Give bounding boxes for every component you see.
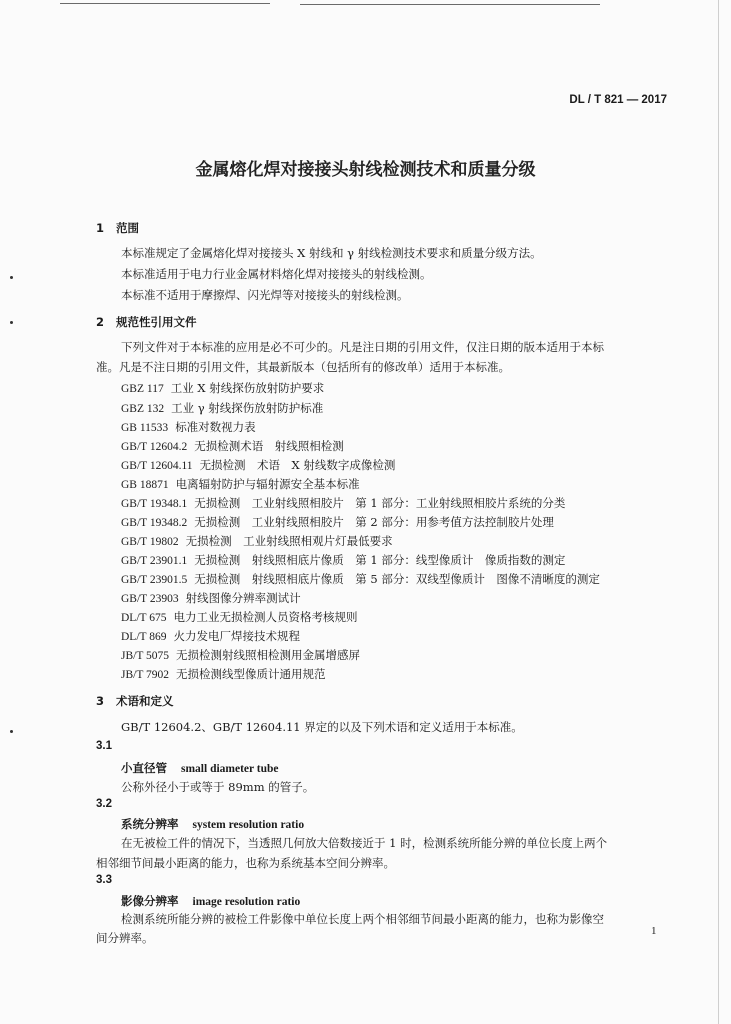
reference-code: GB/T 19348.2: [121, 517, 188, 529]
section-title: 规范性引用文件: [116, 315, 197, 329]
section-number: 2: [96, 315, 105, 329]
section-title: 范围: [116, 221, 139, 235]
section-heading-normative-refs: [96, 314, 197, 330]
term-definition: 间分辨率。: [96, 931, 154, 945]
reference-code: DL/T 869: [121, 631, 167, 643]
refs-intro-line: 下列文件对于本标准的应用是必不可少的。凡是注日期的引用文件，仅注日期的版本适用于本标: [121, 340, 604, 354]
reference-code: GB/T 12604.2: [121, 441, 188, 453]
reference-item: [121, 533, 393, 549]
term-heading: [121, 760, 279, 776]
term-zh: 影像分辨率: [121, 894, 179, 908]
reference-code: DL/T 675: [121, 612, 167, 624]
reference-title: 无损检测 工业射线照相胶片 第 1 部分：工业射线照相胶片系统的分类: [194, 496, 566, 510]
reference-code: JB/T 7902: [121, 669, 170, 681]
reference-code: GB/T 23901.5: [121, 574, 188, 586]
term-number: 3.2: [96, 798, 112, 810]
reference-title: 工业 X 射线探伤放射防护要求: [170, 381, 325, 395]
term-zh: 小直径管: [121, 761, 167, 775]
section-title: 术语和定义: [116, 694, 174, 708]
scan-speck: [10, 730, 13, 733]
scan-speck: [10, 276, 13, 279]
term-definition: 相邻细节间最小距离的能力，也称为系统基本空间分辨率。: [96, 856, 395, 870]
page-number: 1: [651, 925, 657, 937]
document-title: 金属熔化焊对接接头射线检测技术和质量分级: [195, 160, 536, 180]
reference-item: [121, 400, 323, 416]
reference-code: GB 11533: [121, 422, 169, 434]
term-number: 3.1: [96, 740, 112, 752]
reference-title: 无损检测线型像质计通用规范: [176, 667, 326, 681]
reference-item: [121, 380, 324, 396]
term-en: small diameter tube: [181, 763, 279, 775]
reference-title: 无损检测 术语 X 射线数字成像检测: [199, 458, 396, 472]
reference-item: [121, 647, 360, 663]
reference-item: [121, 590, 301, 606]
scope-line: 本标准规定了金属熔化焊对接接头 X 射线和 γ 射线检测技术要求和质量分级方法。: [121, 246, 542, 260]
terms-intro: GB/T 12604.2、GB/T 12604.11 界定的以及下列术语和定义适用于本标准。: [121, 720, 523, 734]
reference-code: GB/T 23903: [121, 593, 179, 605]
reference-item: [121, 514, 554, 530]
section-heading-terms: [96, 693, 174, 709]
reference-code: GB/T 19348.1: [121, 498, 188, 510]
reference-item: [121, 438, 344, 454]
section-number: 1: [96, 221, 105, 235]
term-en: image resolution ratio: [192, 896, 301, 908]
scan-speck: [10, 321, 13, 324]
reference-item: [121, 552, 565, 568]
reference-code: GBZ 117: [121, 383, 164, 395]
term-heading: [121, 893, 300, 909]
reference-item: [121, 495, 565, 511]
reference-item: [121, 609, 357, 625]
term-heading: [121, 816, 304, 832]
reference-title: 电力工业无损检测人员资格考核规则: [173, 610, 358, 624]
reference-code: GB/T 12604.11: [121, 460, 193, 472]
term-en: system resolution ratio: [192, 819, 305, 831]
reference-title: 无损检测射线照相检测用金属增感屏: [176, 648, 361, 662]
scan-edge-line: [60, 3, 270, 4]
reference-title: 无损检测 工业射线照相观片灯最低要求: [185, 534, 393, 548]
reference-title: 无损检测 射线照相底片像质 第 1 部分：线型像质计 像质指数的测定: [194, 553, 566, 567]
reference-item: [121, 457, 395, 473]
scan-edge-line: [300, 4, 600, 5]
term-number: 3.3: [96, 874, 112, 886]
reference-title: 无损检测 射线照相底片像质 第 5 部分：双线型像质计 图像不清晰度的测定: [194, 572, 600, 586]
reference-title: 无损检测 工业射线照相胶片 第 2 部分：用参考值方法控制胶片处理: [194, 515, 554, 529]
term-definition: 公称外径小于或等于 89mm 的管子。: [121, 780, 315, 794]
reference-item: [121, 666, 326, 682]
scope-line: 本标准不适用于摩擦焊、闪光焊等对接接头的射线检测。: [121, 288, 409, 302]
reference-code: GB 18871: [121, 479, 169, 491]
reference-item: [121, 476, 360, 492]
term-zh: 系统分辨率: [121, 817, 179, 831]
section-number: 3: [96, 694, 105, 708]
reference-code: GB/T 23901.1: [121, 555, 188, 567]
reference-code: JB/T 5075: [121, 650, 170, 662]
scope-line: 本标准适用于电力行业金属材料熔化焊对接接头的射线检测。: [121, 267, 432, 281]
section-heading-scope: [96, 220, 139, 236]
reference-code: GBZ 132: [121, 403, 165, 415]
reference-title: 射线图像分辨率测试计: [185, 591, 301, 605]
reference-title: 火力发电厂焊接技术规程: [173, 629, 300, 643]
reference-title: 电离辐射防护与辐射源安全基本标准: [175, 477, 360, 491]
term-definition: 检测系统所能分辨的被检工件影像中单位长度上两个相邻细节间最小距离的能力，也称为影像空: [121, 912, 604, 926]
reference-title: 标准对数视力表: [175, 420, 256, 434]
reference-title: 工业 γ 射线探伤放射防护标准: [171, 401, 324, 415]
document-code: DL / T 821 — 2017: [569, 94, 667, 106]
term-definition: 在无被检工件的情况下，当透照几何放大倍数接近于 1 时，检测系统所能分辨的单位长度上两个: [121, 836, 608, 850]
reference-item: [121, 571, 600, 587]
reference-code: GB/T 19802: [121, 536, 179, 548]
scan-fold-line: [718, 0, 719, 1024]
reference-item: [121, 628, 300, 644]
reference-title: 无损检测术语 射线照相检测: [194, 439, 344, 453]
reference-item: [121, 419, 256, 435]
refs-intro-line: 准。凡是不注日期的引用文件，其最新版本（包括所有的修改单）适用于本标准。: [96, 360, 510, 374]
